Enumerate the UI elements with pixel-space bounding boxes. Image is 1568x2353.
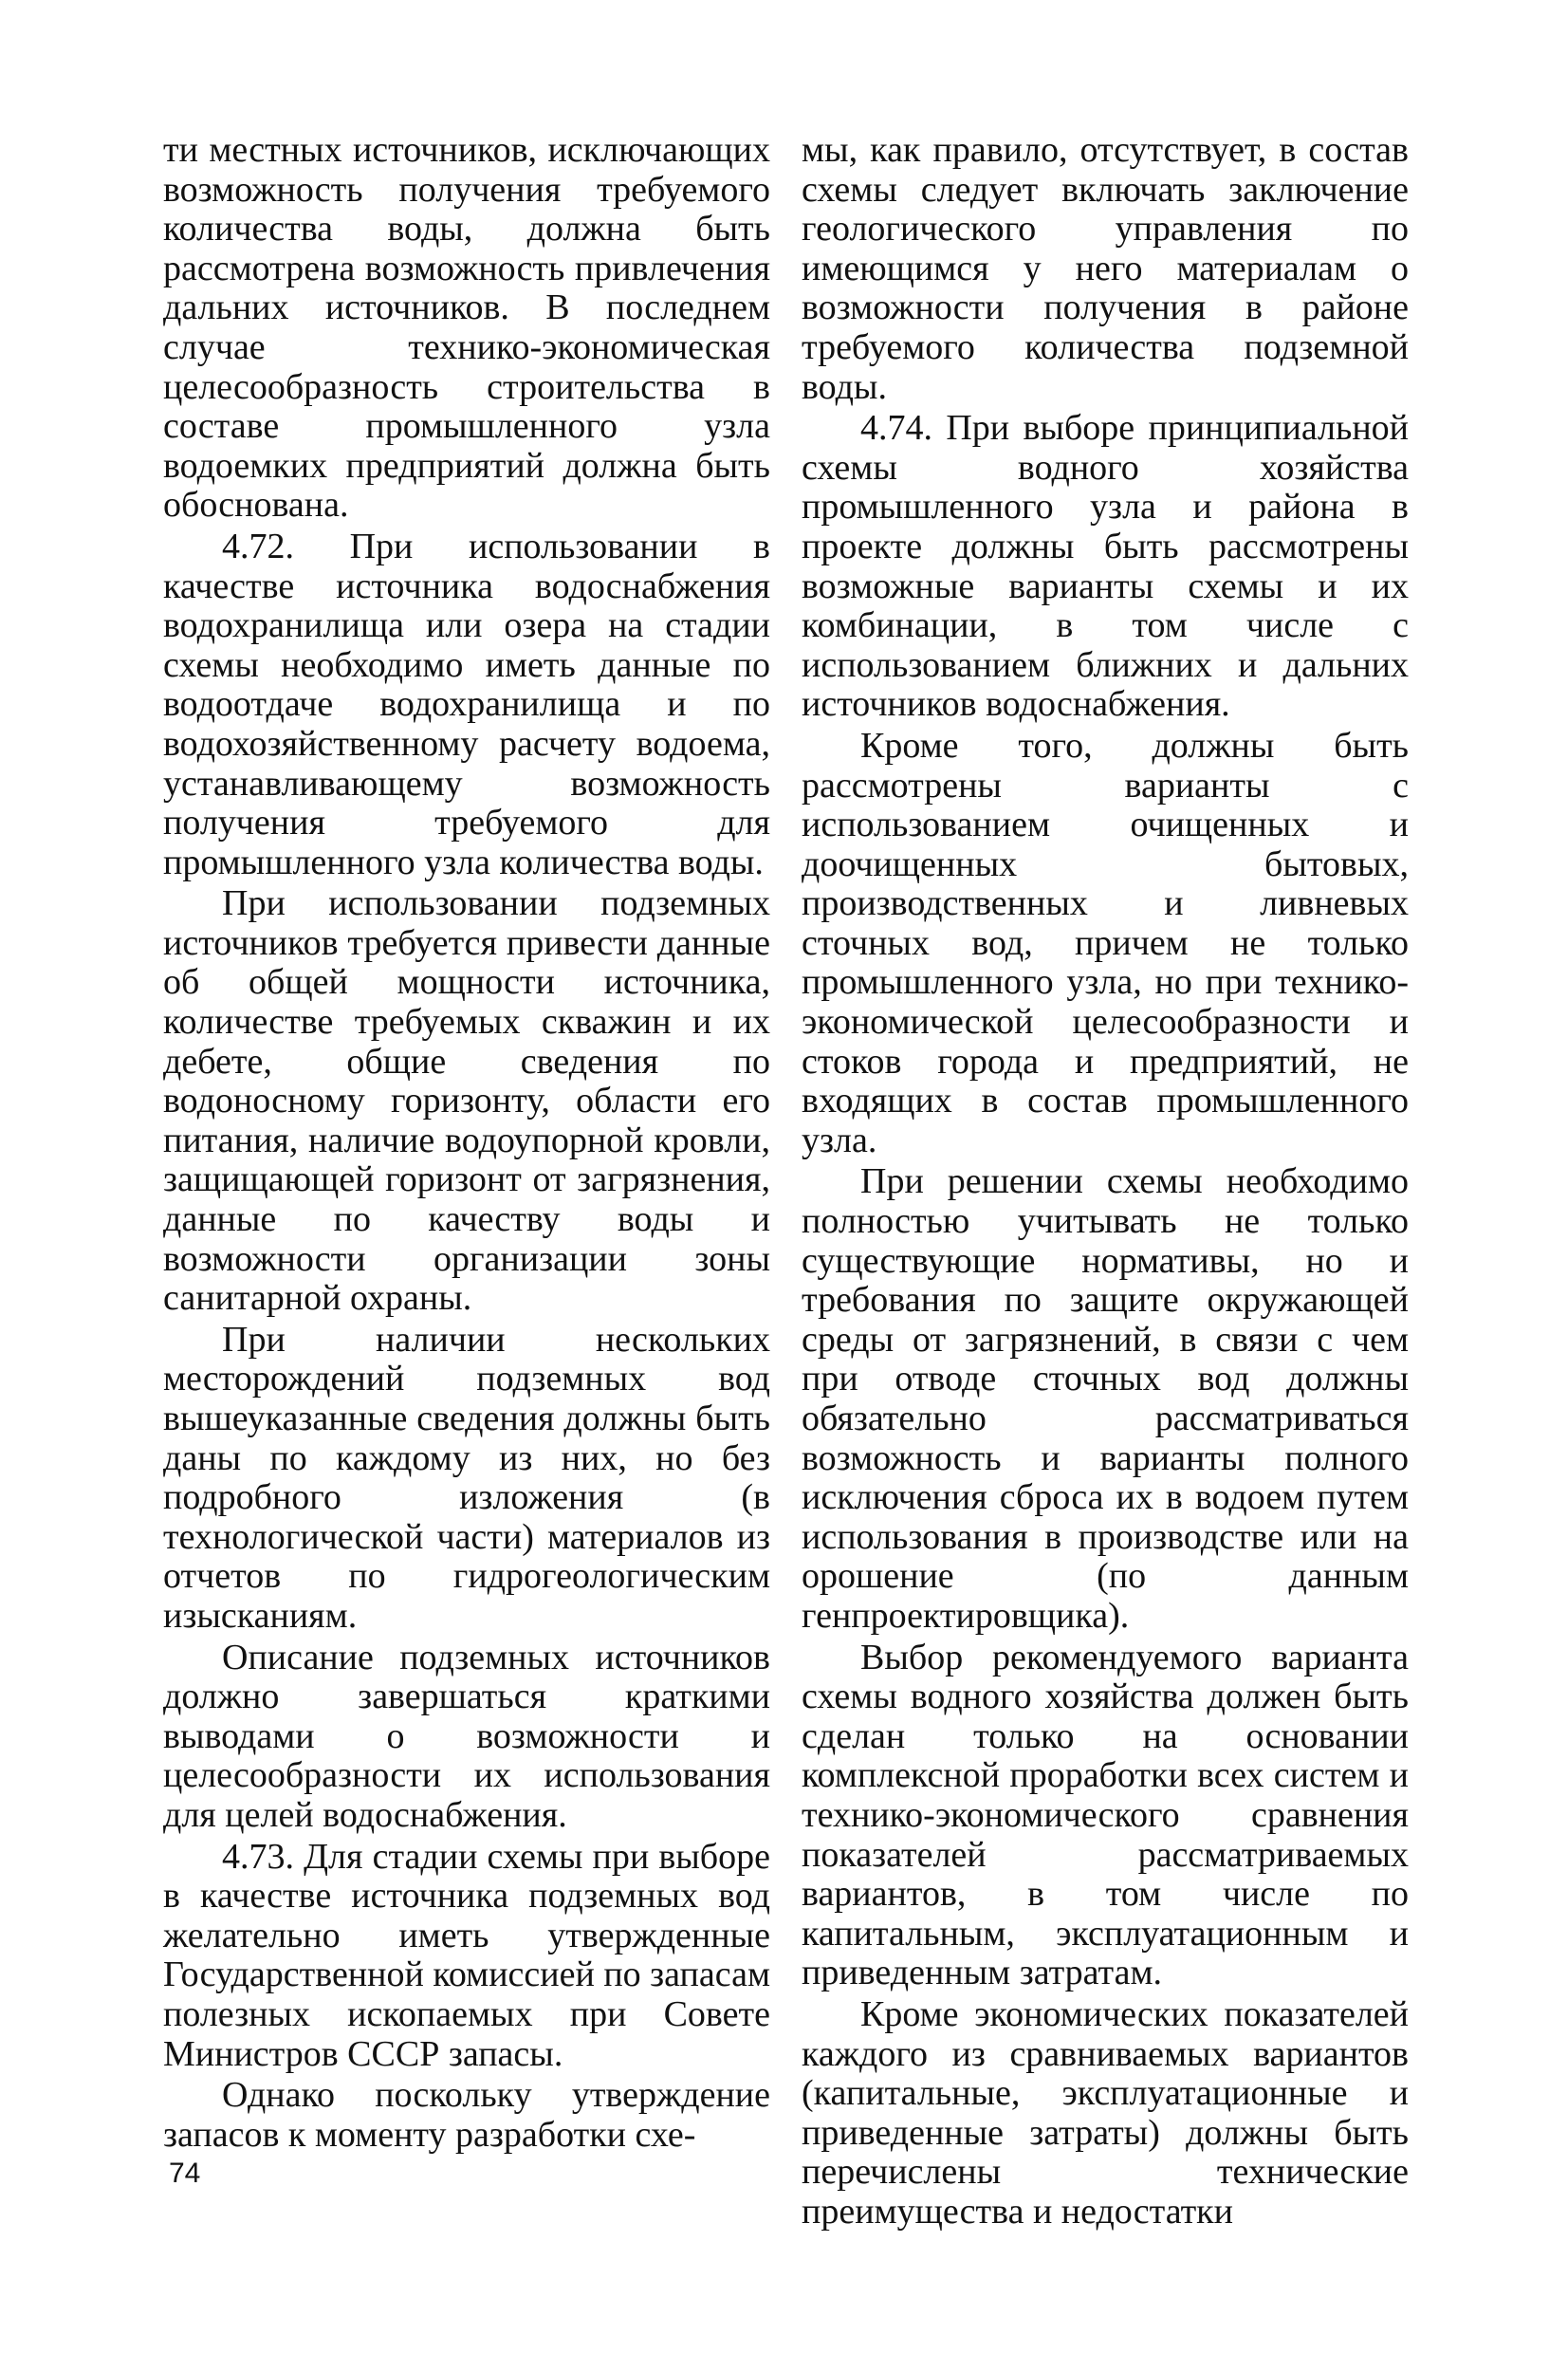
- left-column: [163, 131, 770, 2155]
- page-number: 74: [169, 2158, 201, 2189]
- paragraph: 4.72. При использовании в качестве источника водоснабжения водохранилища или озера на стадии схемы необходимо иметь данные по водоотдаче водохранилища и по водохозяйственному расчету водоема, устанавливающему возможность получения требуемого для промышленного узла количества воды.: [163, 526, 770, 882]
- paragraph: 4.74. При выборе принципиальной схемы водного хозяйства промышленного узла и района в проекте должны быть рассмотрены возможные варианты схемы и их комбинации, в том числе с использованием ближних и дальних источников водоснабжения.: [802, 408, 1409, 725]
- paragraph: Описание подземных источников должно завершаться краткими выводами о возможности и целесообразности их использования для целей водоснабжения.: [163, 1637, 770, 1835]
- paragraph: Выбор рекомендуемого варианта схемы водного хозяйства должен быть сделан только на основании комплексной проработки всех систем и технико-экономического сравнения показателей рассматриваемых вариантов, в том числе по капитальным, эксплуатационным и приведенным затратам.: [802, 1637, 1409, 1993]
- paragraph: Однако поскольку утверждение запасов к моменту разработки схе-: [163, 2075, 770, 2155]
- paragraph: ти местных источников, исключающих возможность получения требуемого количества воды, должна быть рассмотрена возможность привлечения дальних источников. В последнем случае технико-экономическая целесообразность строительства в составе промышленного узла водоемких предприятий должна быть обоснована.: [163, 130, 770, 526]
- paragraph: При использовании подземных источников требуется привести данные об общей мощности источника, количестве требуемых скважин и их дебете, общие сведения по водоносному горизонту, области его питания, наличие водоупорной кровли, защищающей горизонт от загрязнения, данные по качеству воды и возможности организации зоны санитарной охраны.: [163, 883, 770, 1319]
- paragraph: При решении схемы необходимо полностью учитывать не только существующие нормативы, но и требования по защите окружающей среды от загрязнений, в связи с чем при отводе сточных вод должны обязательно рассматриваться возможность и варианты полного исключения сброса их в водоем путем использования в производстве или на орошение (по данным генпроектировщика).: [802, 1161, 1409, 1636]
- paragraph: Кроме того, должны быть рассмотрены варианты с использованием очищенных и доочищенных бытовых, производственных и ливневых сточных вод, причем не только промышленного узла, но при технико-экономической целесообразности и стоков города и предприятий, не входящих в состав промышленного узла.: [802, 725, 1409, 1160]
- paragraph: мы, как правило, отсутствует, в состав схемы следует включать заключение геологического управления по имеющимся у него материалам о возможности получения в районе требуемого количества подземной воды.: [802, 130, 1409, 407]
- paragraph: Кроме экономических показателей каждого из сравниваемых вариантов (капитальные, эксплуатационные и приведенные затраты) должны быть перечислены технические преимущества и недостатки: [802, 1993, 1409, 2232]
- paragraph: 4.73. Для стадии схемы при выборе в качестве источника подземных вод желательно иметь утвержденные Государственной комиссией по запасам полезных ископаемых при Совете Министров СССР запасы.: [163, 1836, 770, 2074]
- paragraph: При наличии нескольких месторождений подземных вод вышеуказанные сведения должны быть даны по каждому из них, но без подробного изложения (в технологической части) материалов из отчетов по гидрогеологическим изысканиям.: [163, 1319, 770, 1636]
- right-column: [802, 131, 1409, 2232]
